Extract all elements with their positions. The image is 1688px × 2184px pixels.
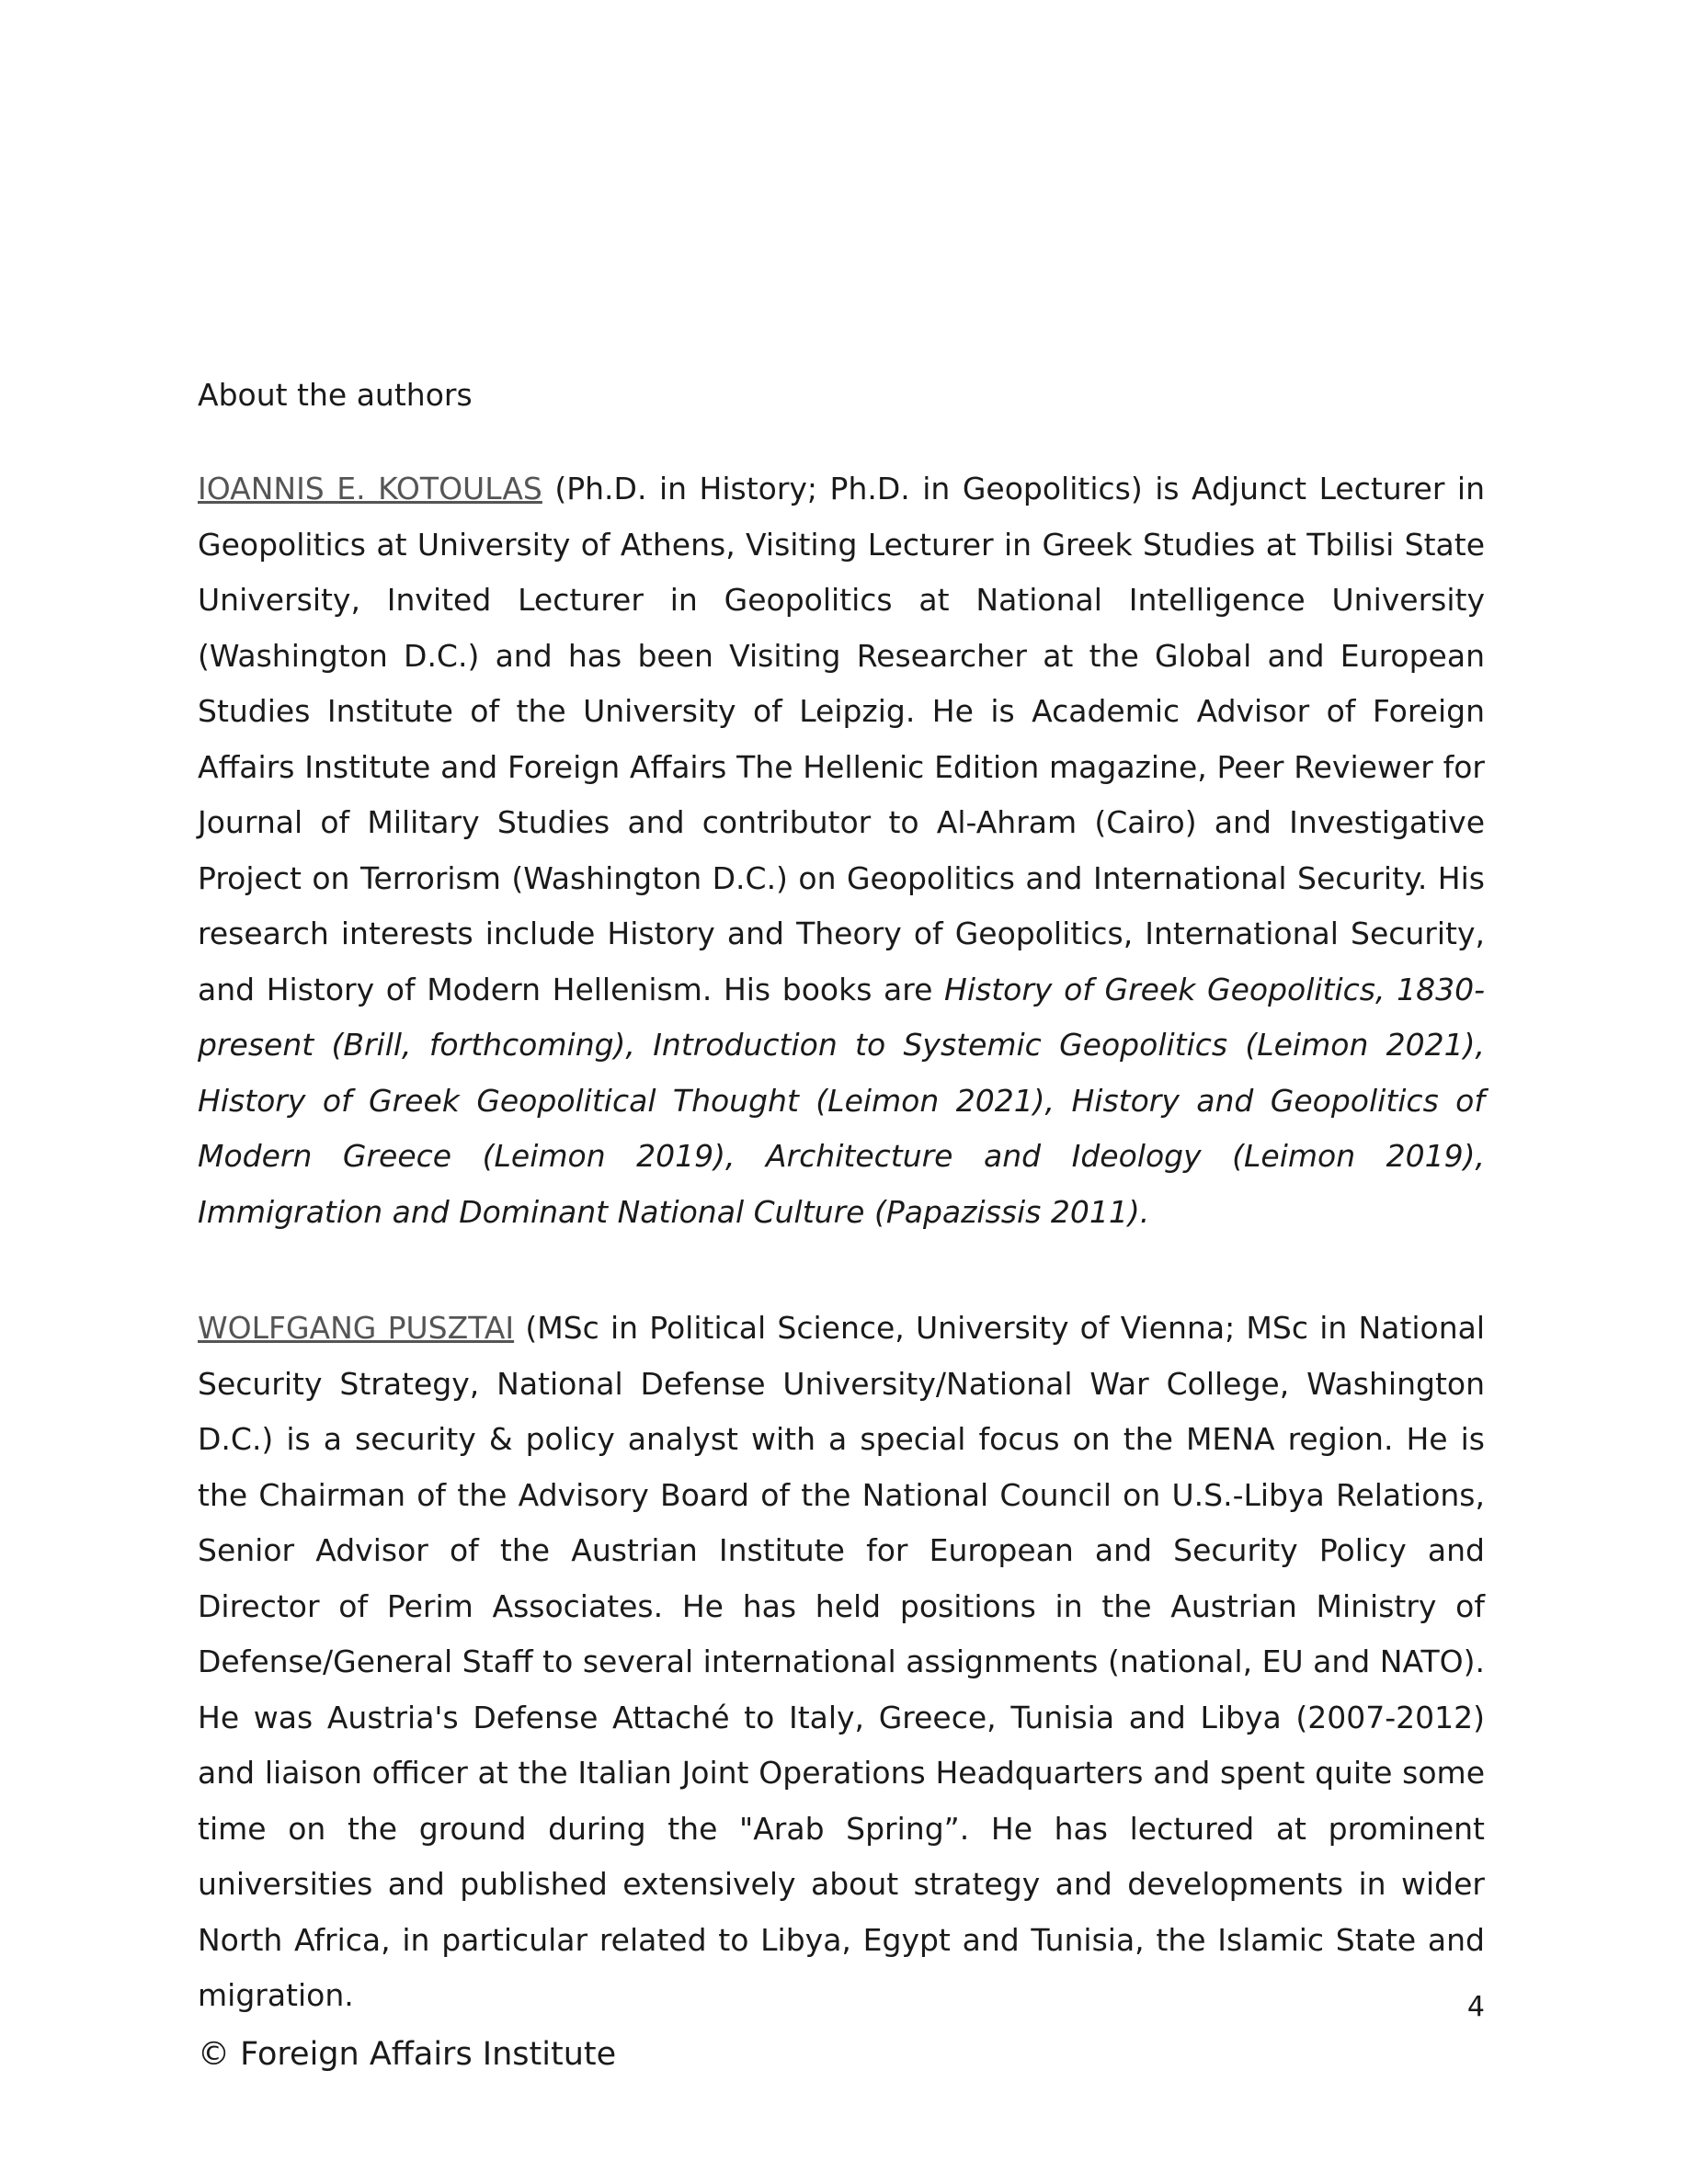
page-number: 4 <box>1466 1991 1485 2023</box>
author-bio-text: (MSc in Political Science, University of Vienna; MSc in National Security Strategy, National Defense University/National War College, Washington D.C.) is a security & policy analyst with a special focus on the MENA region. He is the Chairman of the Advisory Board of the National Council on U.S.-Libya Relations, Senior Advisor of the Austrian Institute for European and Security Policy and Director of Perim Associates. He has held positions in the Austrian Ministry of Defense/General Staff to several international assignments (national, EU and NATO). He was Austria's Defense Attaché to Italy, Greece, Tunisia and Libya (2007-2012) and liaison officer at the Italian Joint Operations Headquarters and spent quite some time on the ground during the "Arab Spring”. He has lectured at prominent universities and published extensively about strategy and developments in wider North Africa, in particular related to Libya, Egypt and Tunisia, the Islamic State and migration. <box>198 1310 1485 2013</box>
author-works-list: History of Greek Geopolitics, 1830-present (Brill, forthcoming), Introduction to Systemic Geopolitics (Leimon 2021), History of Greek Geopolitical Thought (Leimon 2021), History and Geopolitics of Modern Greece (Leimon 2019), Architecture and Ideology (Leimon 2019), Immigration and Dominant National Culture (Papazissis 2011). <box>198 971 1485 1230</box>
author-bio-pusztai <box>198 1301 1485 2024</box>
section-heading: About the authors <box>198 377 473 413</box>
author-name-link[interactable]: WOLFGANG PUSZTAI <box>198 1310 515 1346</box>
author-name-link[interactable]: IOANNIS E. KOTOULAS <box>198 471 542 506</box>
author-bio-kotoulas <box>198 461 1485 1240</box>
author-bio-text: (Ph.D. in History; Ph.D. in Geopolitics) is Adjunct Lecturer in Geopolitics at University of Athens, Visiting Lecturer in Greek Studies at Tbilisi State University, Invited Lecturer in Geopolitics at National Intelligence University (Washington D.C.) and has been Visiting Researcher at the Global and European Studies Institute of the University of Leipzig. He is Academic Advisor of Foreign Affairs Institute and Foreign Affairs The Hellenic Edition magazine, Peer Reviewer for Journal of Military Studies and contributor to Al-Ahram (Cairo) and Investigative Project on Terrorism (Washington D.C.) on Geopolitics and International Security. His research interests include History and Theory of Geopolitics, International Security, and History of Modern Hellenism. His books are <box>198 471 1485 1007</box>
footer-copyright: © Foreign Affairs Institute <box>198 2036 617 2073</box>
